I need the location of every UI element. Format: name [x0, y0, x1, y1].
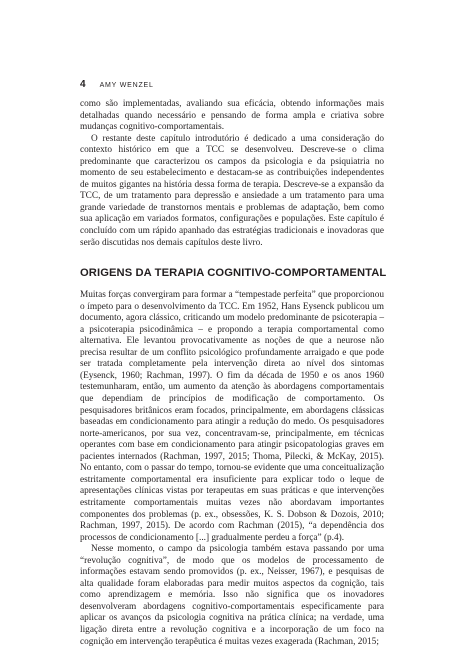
page-number: 4: [80, 79, 86, 90]
body-paragraph: Nesse momento, o campo da psicologia também estava passando por uma “revolução cognitiva”, de modo que os modelos de processamento de informações estavam sendo promovidos (p. ex., Neisser, 1967), e pesquisas de alta qualidade foram elaboradas para medir muitos aspectos da cognição, tais como aprendizagem e memória. Isso não significa que os inovadores desenvolveram abordagens cognitivo-comportamentais especificamente para aplicar os avanços da psicologia cognitiva na prática clínica; na verdade, uma ligação direta entre a revolução cognitiva e a incorporação de um foco na cognição em intervenção terapêutica é muitas vezes exagerada (Rachman, 2015;: [80, 544, 384, 647]
body-paragraph-continued: como são implementadas, avaliando sua eficácia, obtendo informações mais detalhadas quando necessário e pensando de forma ampla e criativa sobre mudanças cognitivo-comportamentais.: [80, 99, 384, 133]
body-paragraph: Muitas forças convergiram para formar a “tempestade perfeita” que proporcionou o ímpeto para o desenvolvimento da TCC. Em 1952, Hans Eysenck publicou um documento, agora clássico, criticando um modelo predominante de psicoterapia – a psicoterapia psicodinâmica – e propondo a terapia comportamental como alternativa. Ele levantou provocativamente as noções de que a neurose não precisa resultar de um conflito psicológico profundamente arraigado e que pode ser tratada completamente pela intervenção direta ao nível dos sintomas (Eysenck, 1960; Rachman, 1997). O fim da década de 1950 e os anos 1960 testemunharam, então, um aumento da atenção às abordagens comportamentais que dependiam de princípios de modificação de comportamento. Os pesquisadores britânicos eram focados, principalmente, em abordagens clássicas baseadas em condicionamento para atingir a redução do medo. Os pesquisadores norte-americanos, por sua vez, concentravam-se, principalmente, em técnicas operantes com base em condicionamento para atingir psicopatologias graves em pacientes internados (Rachman, 1997, 2015; Thoma, Pilecki, & McKay, 2015). No entanto, com o passar do tempo, tornou-se evidente que uma conceitualização estritamente comportamental era insuficiente para explicar todo o leque de apresentações clínicas vistas por terapeutas em suas práticas e que intervenções estritamente comportamentais muitas vezes não abordavam importantes componentes dos problemas (p. ex., obsessões, K. S. Dobson & Dozois, 2010; Rachman, 1997, 2015). De acordo com Rachman (2015), “a dependência dos processos de condicionamento [...] gradualmente perdeu a força” (p.4).: [80, 290, 384, 543]
body-paragraph: O restante deste capítulo introdutório é dedicado a uma consideração do contexto histórico em que a TCC se desenvolveu. Descreve-se o clima predominante que caracterizou os campos da psicologia e da psiquiatria no momento de seu estabelecimento e destacam-se as contribuições independentes de muitos gigantes na história dessa forma de terapia. Descreve-se a expansão da TCC, de um tratamento para depressão e ansiedade a um tratamento para uma grande variedade de transtornos mentais e problemas de adaptação, bem como sua aplicação em variados formatos, configurações e populações. Este capítulo é concluído com um rápido apanhado das estratégias tradicionais e inovadoras que serão discutidas nos demais capítulos deste livro.: [80, 133, 384, 248]
running-header: [80, 79, 154, 90]
author-running-head: AMY WENZEL: [99, 82, 154, 89]
section-heading: ORIGENS DA TERAPIA COGNITIVO-COMPORTAMENTAL: [80, 267, 387, 280]
page-body: [80, 99, 387, 648]
